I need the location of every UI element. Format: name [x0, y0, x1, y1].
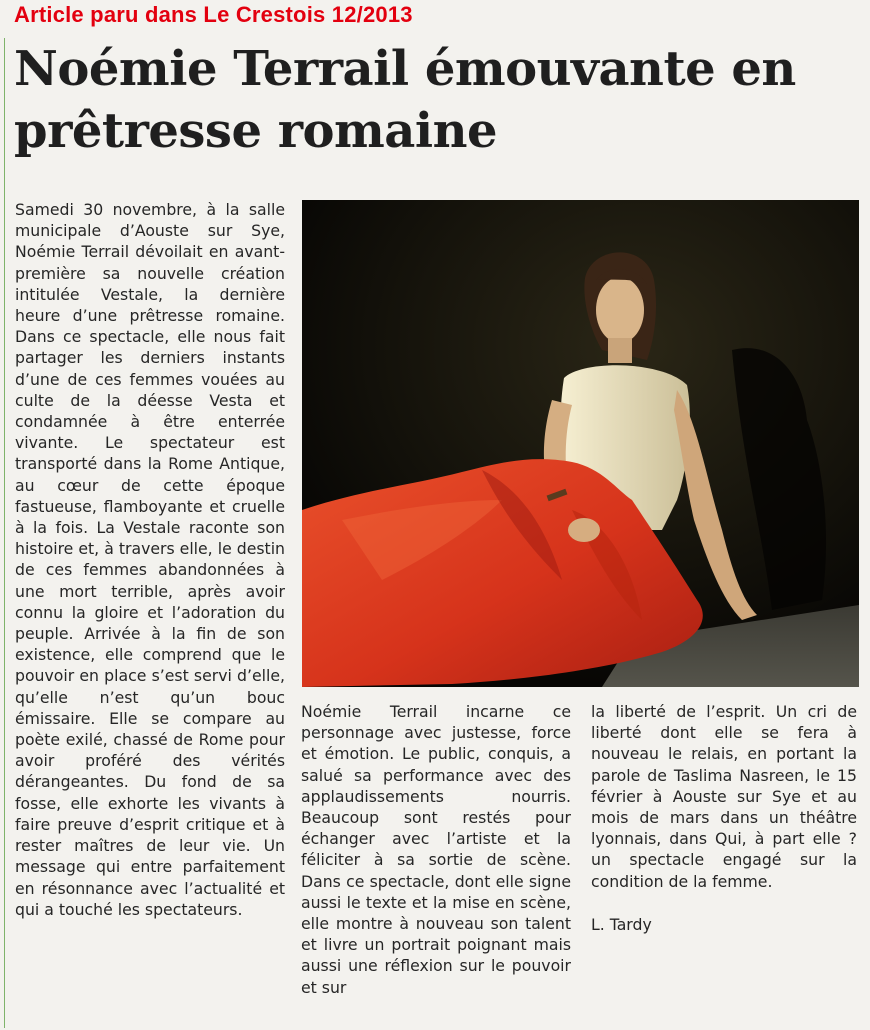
headline: Noémie Terrail émouvante en prêtresse romaine	[14, 41, 796, 159]
source-label: Article paru dans Le Crestois 12/2013	[14, 2, 413, 27]
photo-actress-in-red-fabric	[302, 200, 859, 687]
article-column-3	[591, 701, 857, 935]
article-column-1	[15, 199, 285, 920]
body-paragraph: la liberté de l’esprit. Un cri de liberté dont elle se fera à nouveau le relais, en portant la parole de Taslima Nasreen, le 15 février à Aouste sur Sye et au mois de mars dans un théâtre lyonnais, dans Qui, à part elle ? un spectacle engagé sur la condition de la femme.	[591, 702, 857, 891]
byline: L. Tardy	[591, 914, 652, 934]
column-rule	[4, 38, 5, 1028]
body-paragraph: Noémie Terrail incarne ce personnage avec justesse, force et émotion. Le public, conquis, a salué sa performance avec des applaudissements nourris. Beaucoup sont restés pour échanger avec l’artiste et la féliciter à sa sortie de scène. Dans ce spectacle, dont elle signe aussi le texte et la mise en scène, elle montre à nouveau son talent et livre un portrait poignant mais aussi une réflexion sur le pouvoir et sur	[301, 702, 571, 997]
article-column-2	[301, 701, 571, 998]
article-photo	[302, 200, 859, 687]
body-paragraph: Samedi 30 novembre, à la salle municipale d’Aouste sur Sye, Noémie Terrail dévoilait en avant-première sa nouvelle création intitulée Vestale, la dernière heure d’une prêtresse romaine. Dans ce spectacle, elle nous fait partager les derniers instants d’une de ces femmes vouées au culte de la déesse Vesta et condamnée à être enterrée vivante. Le spectateur est transporté dans la Rome Antique, au cœur de cette époque fastueuse, flamboyante et cruelle à la fois. La Vestale raconte son histoire et, à travers elle, le destin de ces femmes abandonnées à une mort terrible, après avoir connu la gloire et l’adoration du peuple. Arrivée à la fin de son existence, elle comprend que le pouvoir en place s’est servi d’elle, qu’elle n’est qu’un bouc émissaire. Elle se compare au poète exilé, chassé de Rome pour avoir proféré des vérités dérangeantes. Du fond de sa fosse, elle exhorte les vivants à faire preuve d’esprit critique et à rester maîtres de leur vie. Un message qui entre parfaitement en résonnance avec l’actualité et qui a touché les spectateurs.	[15, 200, 285, 919]
